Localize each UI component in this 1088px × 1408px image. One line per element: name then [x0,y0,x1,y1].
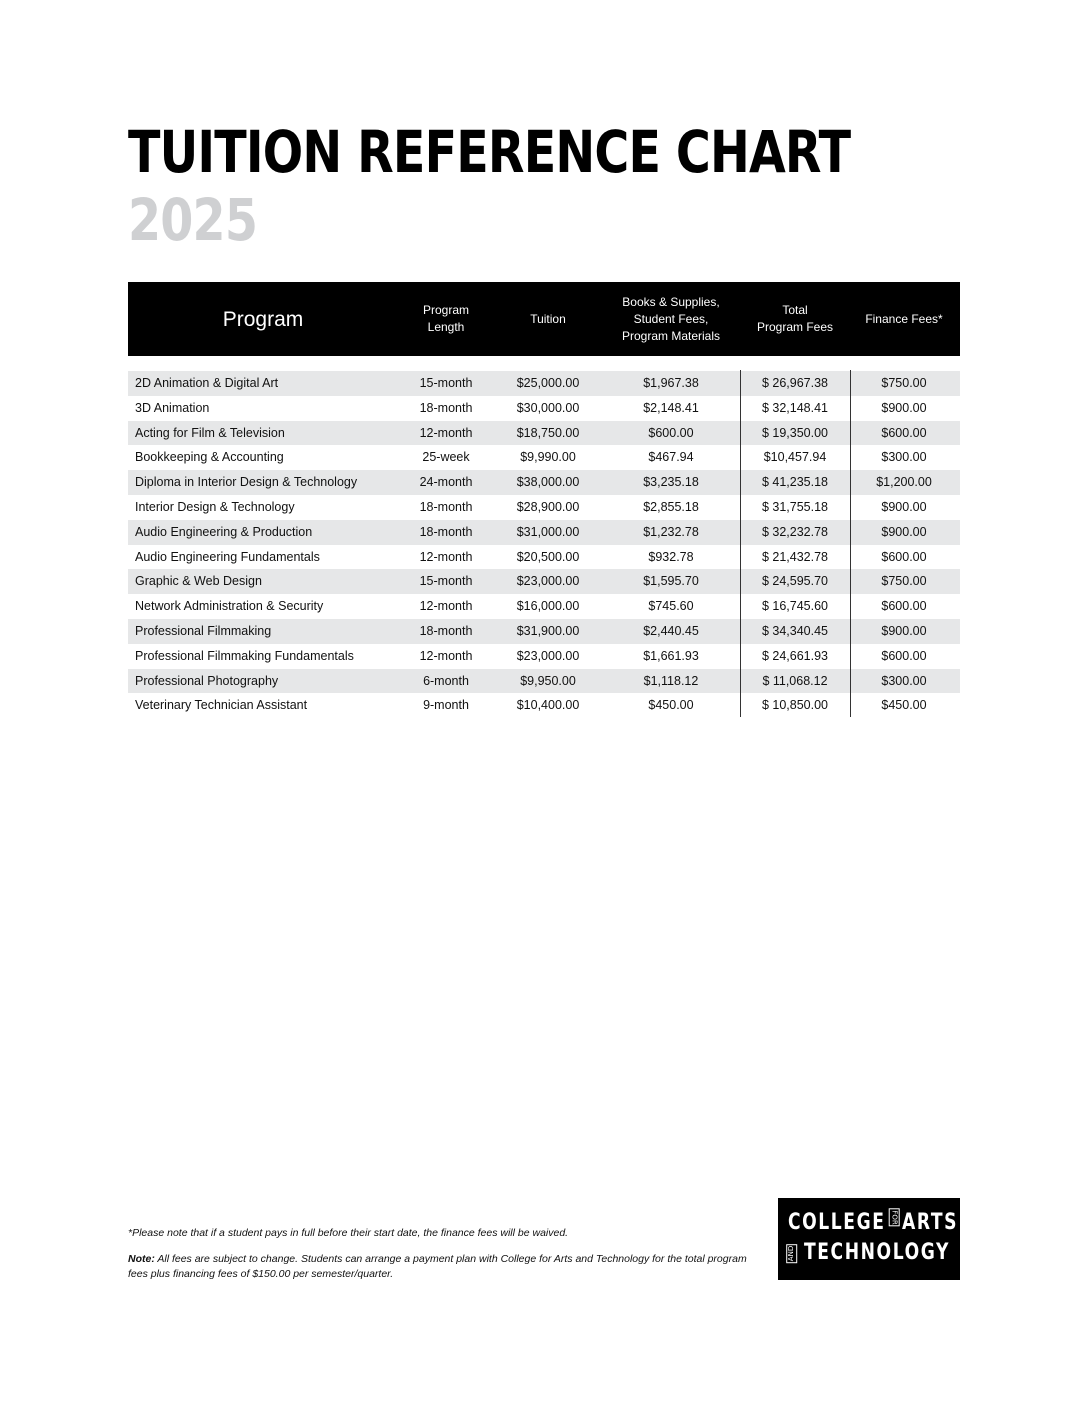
table-row [128,619,960,644]
cell-length: 15-month [419,376,473,390]
cell-finance: $750.00 [881,574,927,589]
cell-finance: $900.00 [881,524,927,539]
cell-total: $ 32,232.78 [761,524,829,539]
cell-tuition: $9,990.00 [520,450,576,465]
cell-books: $1,967.38 [643,376,699,390]
table-row [128,371,960,396]
cell-program: Audio Engineering & Production [135,524,313,539]
cell-program: Professional Filmmaking [135,623,272,638]
cell-length: 12-month [419,425,473,440]
cell-program: Veterinary Technician Assistant [135,698,308,713]
finance-footnote: *Please note that if a student pays in full before their start date, the finance fees will be waived. [128,1227,569,1239]
cell-program: Interior Design & Technology [135,499,295,514]
cell-tuition: $28,900.00 [516,499,580,514]
table-row [128,445,960,470]
fees-note [128,1252,748,1282]
cell-length: 25-week [422,450,470,465]
cell-books: $1,118.12 [643,673,699,688]
cell-finance: $900.00 [881,400,927,415]
cell-finance: $900.00 [881,623,927,638]
cell-tuition: $23,000.00 [516,574,580,589]
cell-finance: $750.00 [881,376,927,390]
cell-finance: $450.00 [881,698,927,713]
cell-tuition: $31,000.00 [516,524,580,539]
cell-finance: $300.00 [881,450,927,465]
logo-college: COLLEGE [788,1210,886,1235]
cell-books: $1,595.70 [643,574,699,589]
cell-length: 9-month [423,698,469,713]
cell-length: 18-month [419,400,473,415]
table-row [128,495,960,520]
cell-total: $ 32,148.41 [761,400,829,415]
cell-books: $3,235.18 [643,475,699,490]
table-row [128,545,960,570]
cell-tuition: $18,750.00 [516,425,580,440]
logo-for: FOR [890,1210,899,1225]
cell-finance: $600.00 [881,599,927,614]
cell-tuition: $10,400.00 [516,698,580,713]
cell-total: $ 41,235.18 [761,475,829,490]
col-total: Total Program Fees [756,303,834,334]
cell-program: Diploma in Interior Design & Technology [135,475,358,490]
table-row [128,594,960,619]
cell-tuition: $23,000.00 [516,648,580,663]
cell-tuition: $25,000.00 [516,376,580,390]
cell-program: Network Administration & Security [135,599,324,614]
cell-program: Audio Engineering Fundamentals [135,549,320,564]
cell-tuition: $9,950.00 [520,673,576,688]
cell-tuition: $20,500.00 [516,549,580,564]
note-label: Note: [128,1253,155,1265]
cell-books: $2,440.45 [643,623,699,638]
table-body [128,371,960,718]
cell-tuition: $16,000.00 [516,599,580,614]
col-tuition: Tuition [530,311,566,326]
cell-total: $ 24,595.70 [761,574,829,589]
col-finance: Finance Fees* [865,311,943,326]
cell-books: $600.00 [648,425,694,440]
cell-books: $1,232.78 [643,524,699,539]
cell-program: Professional Photography [135,673,279,688]
cell-program: Graphic & Web Design [135,574,262,589]
cell-total: $ 16,745.60 [761,599,829,614]
logo-arts: ARTS [902,1210,959,1235]
table-header [128,282,960,356]
cell-total: $ 24,661.93 [761,648,829,663]
cell-finance: $600.00 [881,549,927,564]
cell-length: 12-month [419,549,473,564]
table-row [128,396,960,421]
cell-length: 18-month [419,499,473,514]
cell-length: 18-month [419,623,473,638]
table-row [128,569,960,594]
cell-total: $ 26,967.38 [761,376,829,390]
cell-books: $2,855.18 [643,499,699,514]
logo-and: AND [787,1245,796,1262]
cell-length: 15-month [419,574,473,589]
cell-program: 2D Animation & Digital Art [135,376,279,390]
col-length: Program Length [422,303,469,334]
cell-program: Acting for Film & Television [135,425,285,440]
cell-length: 12-month [419,599,473,614]
cell-program: 3D Animation [135,400,210,415]
table-row [128,693,960,718]
cell-total: $10,457.94 [763,450,827,465]
cell-finance: $900.00 [881,499,927,514]
table-row [128,421,960,446]
page-title: TUITION REFERENCE CHART [128,118,851,186]
cell-books: $745.60 [648,599,694,614]
cell-total: $ 31,755.18 [761,499,829,514]
cell-program: Professional Filmmaking Fundamentals [135,648,354,663]
cell-length: 18-month [419,524,473,539]
college-logo [778,1198,960,1280]
cell-total: $ 19,350.00 [761,425,829,440]
cell-tuition: $38,000.00 [516,475,580,490]
column-divider [740,370,741,717]
cell-tuition: $30,000.00 [516,400,580,415]
cell-books: $1,661.93 [643,648,699,663]
page-year: 2025 [128,186,258,254]
cell-program: Bookkeeping & Accounting [135,450,284,465]
cell-total: $ 10,850.00 [761,698,829,713]
cell-length: 6-month [423,673,469,688]
cell-finance: $600.00 [881,425,927,440]
table-row [128,470,960,495]
cell-books: $467.94 [648,450,694,465]
cell-total: $ 11,068.12 [762,673,828,688]
cell-finance: $600.00 [881,648,927,663]
col-books: Books & Supplies, Student Fees, Program Materials [621,294,721,343]
logo-technology: TECHNOLOGY [804,1240,950,1265]
note-text: All fees are subject to change. Students can arrange a payment plan with College for Arts and Technology for the total program fees plus financing fees of $150.00 per semester/quarter. [128,1253,747,1280]
table-row [128,669,960,694]
table-row [128,644,960,669]
col-program: Program [222,307,304,331]
table-row [128,520,960,545]
cell-finance: $1,200.00 [876,475,932,490]
cell-finance: $300.00 [881,673,927,688]
cell-tuition: $31,900.00 [516,623,580,638]
cell-books: $450.00 [648,698,694,713]
cell-length: 12-month [419,648,473,663]
cell-books: $2,148.41 [643,400,699,415]
column-divider [850,370,851,717]
cell-length: 24-month [419,475,473,490]
cell-total: $ 34,340.45 [761,623,829,638]
cell-total: $ 21,432.78 [761,549,829,564]
cell-books: $932.78 [648,549,694,564]
